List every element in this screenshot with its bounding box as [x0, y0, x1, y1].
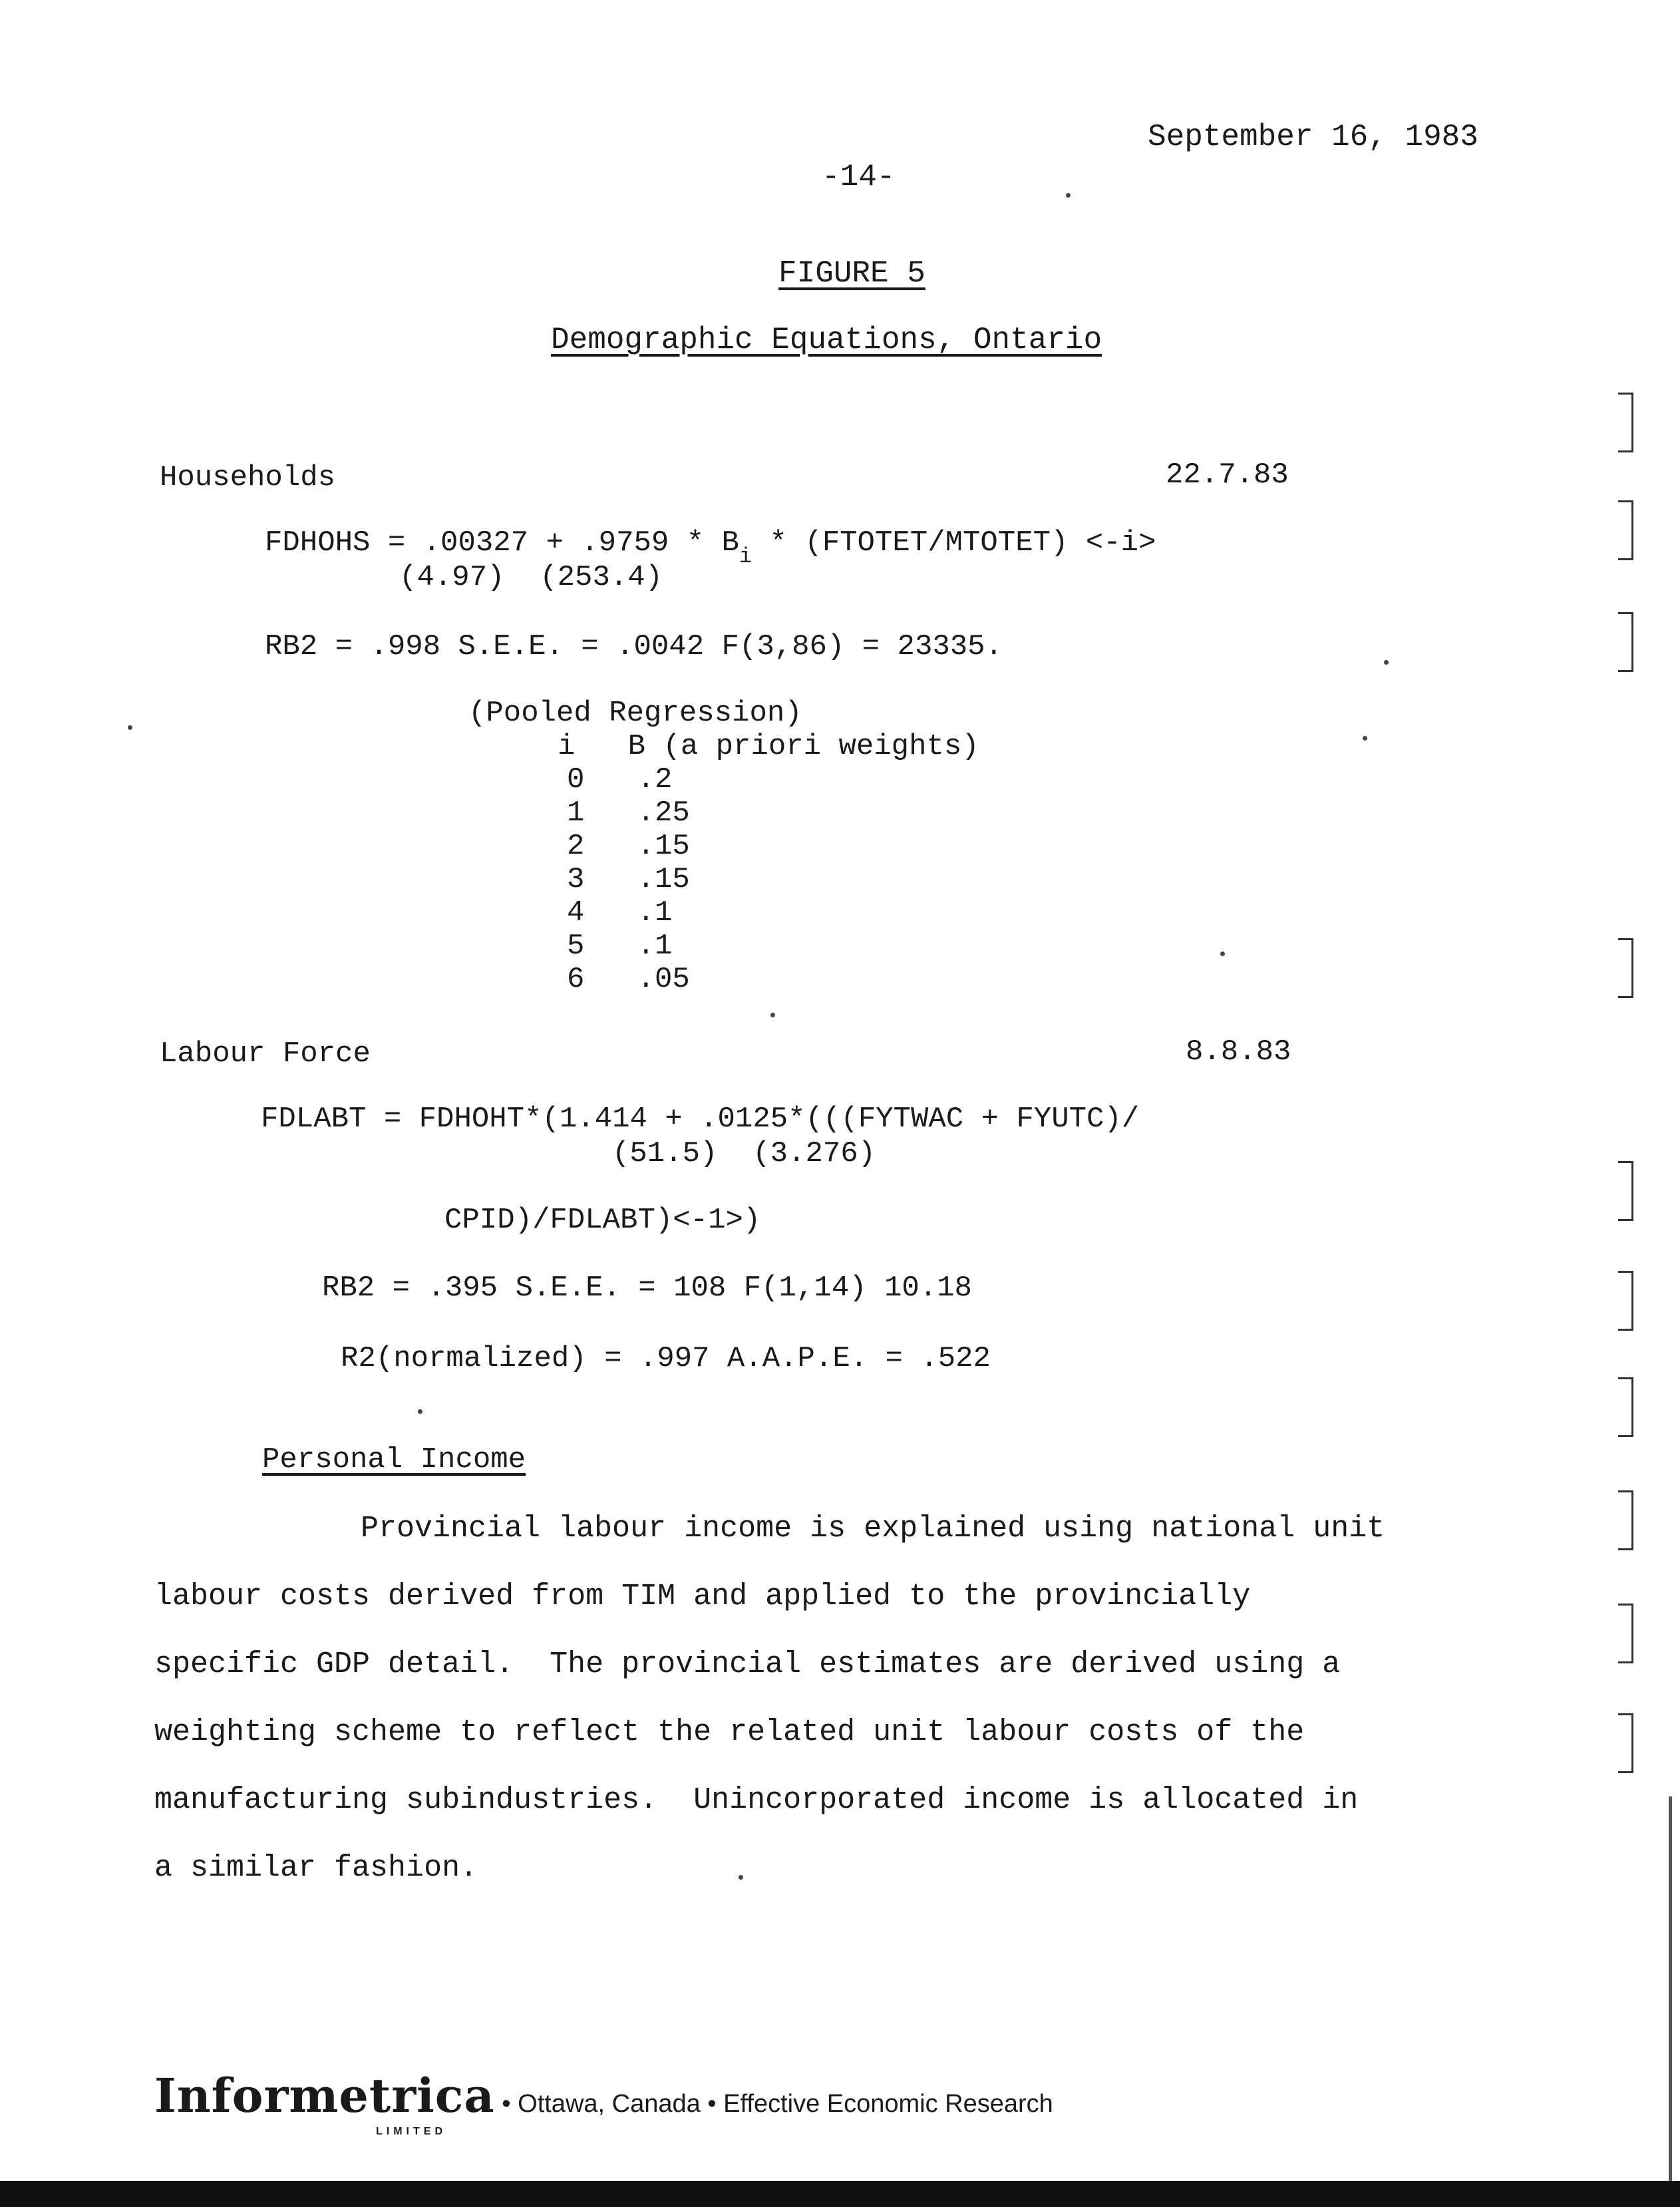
- weights-header: i B (a priori weights): [558, 730, 979, 763]
- labour-force-date: 8.8.83: [1186, 1035, 1291, 1069]
- binding-bracket: [1618, 1713, 1633, 1773]
- weight-row: 1 .25: [567, 796, 690, 830]
- paragraph-line: Provincial labour income is explained using national unit: [361, 1512, 1385, 1546]
- weight-row: 2 .15: [567, 830, 690, 863]
- scan-speck: [1066, 193, 1071, 198]
- households-equation-rest: * (FTOTET/MTOTET) <-i>: [752, 526, 1156, 560]
- figure-title: Demographic Equations, Ontario: [551, 323, 1102, 357]
- paragraph-line: weighting scheme to reflect the related unit labour costs of the: [154, 1715, 1305, 1749]
- binding-bracket: [1618, 1271, 1633, 1331]
- footer-brand: [154, 2068, 1053, 2123]
- households-equation-main: FDHOHS = .00327 + .9759 * B: [265, 526, 739, 560]
- scan-bottom-edge: [0, 2181, 1680, 2207]
- weight-row: 5 .1: [567, 930, 673, 963]
- scan-speck: [1384, 660, 1389, 665]
- labour-force-t-stats: (51.5) (3.276): [612, 1137, 876, 1170]
- labour-force-equation-line1: FDLABT = FDHOHT*(1.414 + .0125*(((FYTWAC + FYUTC)/: [261, 1103, 1140, 1136]
- scan-speck: [1363, 736, 1367, 741]
- binding-bracket: [1618, 1604, 1633, 1663]
- binding-bracket: [1618, 500, 1633, 560]
- paragraph-line: manufacturing subindustries. Unincorporated income is allocated in: [154, 1783, 1359, 1817]
- households-stats: RB2 = .998 S.E.E. = .0042 F(3,86) = 23335.: [265, 630, 1003, 663]
- brand-name: Informetrica: [154, 2068, 495, 2123]
- binding-bracket: [1618, 1490, 1633, 1550]
- households-equation: [265, 526, 1156, 569]
- labour-force-equation-line2: CPID)/FDLABT)<-1>): [444, 1204, 761, 1237]
- weight-row: 4 .1: [567, 896, 673, 930]
- binding-bracket: [1618, 1161, 1633, 1221]
- labour-force-stats1: RB2 = .395 S.E.E. = 108 F(1,14) 10.18: [322, 1272, 972, 1305]
- pooled-regression-title: (Pooled Regression): [468, 697, 802, 730]
- brand-tagline: • Ottawa, Canada • Effective Economic Research: [494, 2090, 1053, 2118]
- paragraph-line: a similar fashion.: [154, 1851, 478, 1885]
- scan-speck: [739, 1875, 743, 1880]
- weight-row: 6 .05: [567, 963, 690, 996]
- households-heading: Households: [160, 461, 336, 494]
- weight-row: 0 .2: [567, 763, 673, 796]
- page-number: -14-: [822, 160, 896, 194]
- figure-label: FIGURE 5: [778, 256, 925, 291]
- labour-force-stats2: R2(normalized) = .997 A.A.P.E. = .522: [341, 1342, 991, 1375]
- binding-bracket: [1618, 612, 1633, 672]
- scan-speck: [418, 1409, 422, 1414]
- paragraph-line: labour costs derived from TIM and applied to the provincially: [154, 1580, 1251, 1613]
- households-date: 22.7.83: [1166, 458, 1289, 492]
- scan-speck: [128, 725, 132, 730]
- scan-speck: [770, 1013, 775, 1017]
- labour-force-heading: Labour Force: [160, 1037, 371, 1071]
- document-date: September 16, 1983: [1148, 120, 1478, 154]
- scan-right-edge: [1669, 1796, 1672, 2181]
- weight-row: 3 .15: [567, 863, 690, 896]
- paragraph-line: specific GDP detail. The provincial estimates are derived using a: [154, 1647, 1341, 1681]
- binding-bracket: [1618, 393, 1633, 452]
- households-t-stats: (4.97) (253.4): [399, 561, 663, 594]
- brand-sub: LIMITED: [376, 2126, 446, 2137]
- binding-bracket: [1618, 938, 1633, 998]
- personal-income-heading: Personal Income: [262, 1443, 526, 1476]
- binding-bracket: [1618, 1377, 1633, 1437]
- scan-speck: [1220, 951, 1225, 956]
- households-equation-subscript: i: [739, 544, 753, 569]
